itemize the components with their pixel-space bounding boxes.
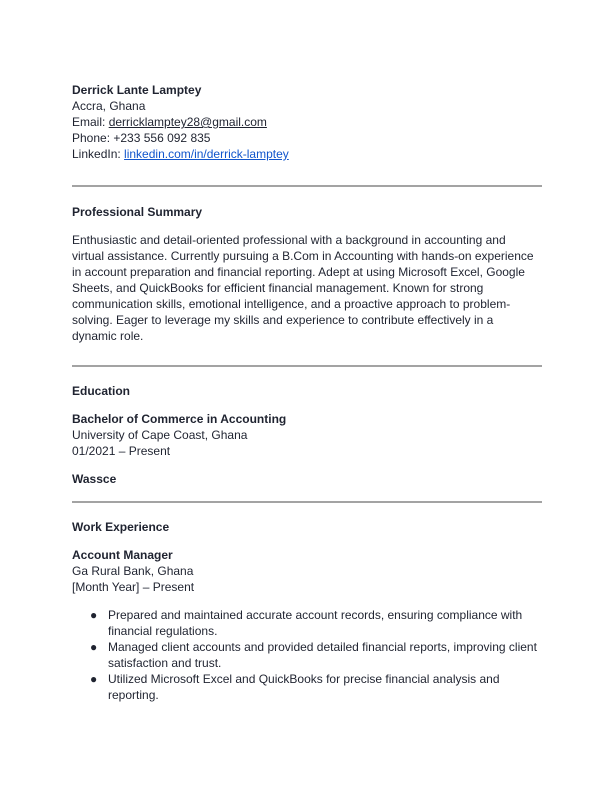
secondary-education: Wassce	[72, 472, 117, 486]
bullet-text: reporting.	[108, 688, 159, 702]
summary-line: dynamic role.	[72, 329, 144, 343]
bullet-text: satisfaction and trust.	[108, 656, 222, 670]
list-item	[72, 607, 542, 639]
candidate-name: Derrick Lante Lamptey	[72, 83, 202, 97]
bullet-text: Managed client accounts and provided detailed financial reports, improving client	[108, 640, 537, 654]
summary-text	[72, 232, 542, 344]
job-title: Account Manager	[72, 548, 173, 562]
email-link[interactable]: derricklamptey28@gmail.com	[108, 115, 267, 129]
resume-page	[72, 82, 542, 703]
bullet-icon: ●	[90, 640, 98, 654]
bullet-text: Prepared and maintained accurate account records, ensuring compliance with	[108, 608, 523, 622]
summary-line: Enthusiastic and detail-oriented professional with a background in accounting and	[72, 233, 506, 247]
section-title-summary: Professional Summary	[72, 205, 203, 219]
linkedin-line	[72, 146, 542, 162]
summary-line: in account preparation and financial reporting. Adept at using Microsoft Excel, Google	[72, 265, 525, 279]
email-label: Email:	[72, 115, 106, 129]
section-title-education: Education	[72, 384, 131, 398]
school-name: University of Cape Coast, Ghana	[72, 428, 248, 442]
list-item	[72, 639, 542, 671]
summary-line: virtual assistance. Currently pursuing a B.Com in Accounting with hands-on experience	[72, 249, 534, 263]
bullet-icon: ●	[90, 608, 98, 622]
summary-line: Sheets, and QuickBooks for efficient financial management. Known for strong	[72, 281, 484, 295]
bullet-text: financial regulations.	[108, 624, 218, 638]
linkedin-link[interactable]: linkedin.com/in/derrick-lamptey	[124, 147, 289, 161]
summary-line: communication skills, emotional intelligence, and a proactive approach to problem-	[72, 297, 511, 311]
job-dates: [Month Year] – Present	[72, 580, 195, 594]
phone: Phone: +233 556 092 835	[72, 131, 211, 145]
company-name: Ga Rural Bank, Ghana	[72, 564, 194, 578]
education-dates: 01/2021 – Present	[72, 444, 171, 458]
section-title-work: Work Experience	[72, 520, 170, 534]
responsibility-list	[72, 607, 542, 703]
summary-line: solving. Eager to leverage my skills and experience to contribute effectively in a	[72, 313, 494, 327]
degree-title: Bachelor of Commerce in Accounting	[72, 412, 287, 426]
email-line	[72, 114, 542, 130]
bullet-icon: ●	[90, 672, 98, 686]
contact-block	[72, 82, 542, 162]
linkedin-label: LinkedIn:	[72, 147, 121, 161]
bullet-text: Utilized Microsoft Excel and QuickBooks for precise financial analysis and	[108, 672, 500, 686]
list-item	[72, 671, 542, 703]
location: Accra, Ghana	[72, 99, 146, 113]
